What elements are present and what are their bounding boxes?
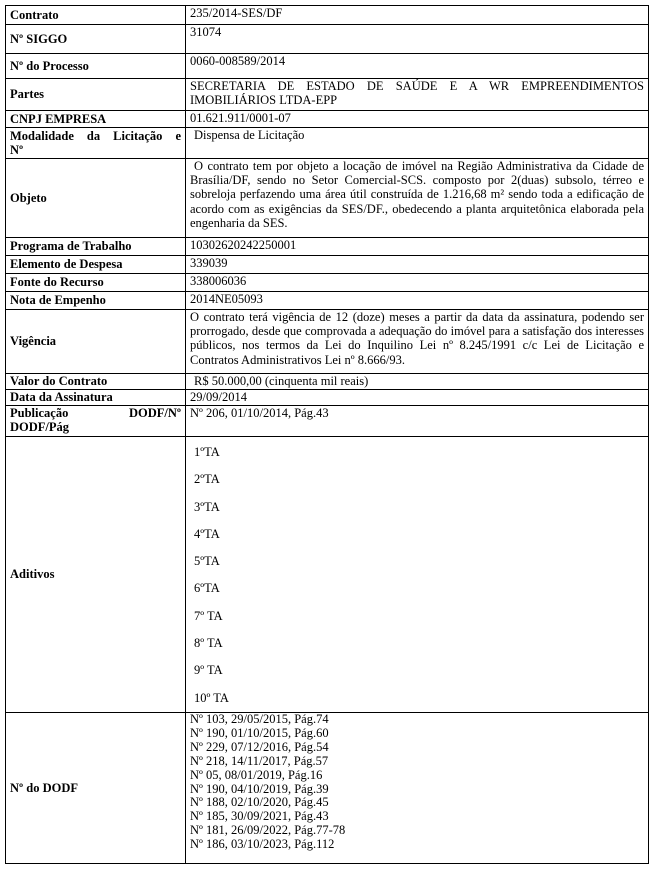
aditivo-item: 9º TA bbox=[194, 663, 223, 678]
label-modalidade-line1: Modalidade da Licitação e bbox=[10, 128, 181, 143]
label-partes: Partes bbox=[6, 79, 186, 111]
aditivo-item: 2ºTA bbox=[194, 472, 220, 487]
row-contrato bbox=[6, 6, 649, 25]
label-dodf: Nº do DODF bbox=[6, 712, 186, 863]
contract-summary-document bbox=[5, 5, 649, 864]
dodf-item: Nº 190, 04/10/2019, Pág.39 bbox=[190, 781, 329, 796]
value-modalidade: Dispensa de Licitação bbox=[186, 128, 649, 159]
row-programa bbox=[6, 238, 649, 256]
row-vigencia bbox=[6, 310, 649, 374]
value-cnpj: 01.621.911/0001-07 bbox=[186, 111, 649, 128]
dodf-item: Nº 185, 30/09/2021, Pág.43 bbox=[190, 809, 329, 824]
aditivo-item: 5ºTA bbox=[194, 554, 220, 569]
dodf-list bbox=[186, 712, 649, 863]
label-elemento: Elemento de Despesa bbox=[6, 256, 186, 274]
label-aditivos: Aditivos bbox=[6, 437, 186, 713]
row-fonte bbox=[6, 274, 649, 292]
label-publicacao-line1: Publicação DODF/Nº bbox=[10, 406, 181, 420]
value-processo: 0060-008589/2014 bbox=[186, 54, 649, 79]
value-partes: SECRETARIA DE ESTADO DE SAÚDE E A WR EMPREENDIMENTOS IMOBILIÁRIOS LTDA-EPP bbox=[186, 79, 649, 111]
aditivo-item: 4ºTA bbox=[194, 526, 220, 541]
dodf-item: Nº 103, 29/05/2015, Pág.74 bbox=[190, 712, 329, 726]
label-empenho: Nota de Empenho bbox=[6, 292, 186, 310]
value-assinatura: 29/09/2014 bbox=[186, 390, 649, 406]
label-modalidade bbox=[6, 128, 186, 159]
label-siggo: Nº SIGGO bbox=[6, 25, 186, 54]
row-objeto bbox=[6, 159, 649, 238]
aditivo-item: 6ºTA bbox=[194, 581, 220, 596]
aditivo-item: 7º TA bbox=[194, 608, 223, 623]
dodf-item: Nº 229, 07/12/2016, Pág.54 bbox=[190, 739, 329, 754]
label-valor: Valor do Contrato bbox=[6, 374, 186, 390]
row-empenho bbox=[6, 292, 649, 310]
value-valor: R$ 50.000,00 (cinquenta mil reais) bbox=[186, 374, 649, 390]
row-assinatura bbox=[6, 390, 649, 406]
label-publicacao bbox=[6, 406, 186, 437]
label-assinatura: Data da Assinatura bbox=[6, 390, 186, 406]
value-vigencia: O contrato terá vigência de 12 (doze) meses a partir da data da assinatura, podendo ser prorrogado, desde que comprovada a adequação do imóvel para a satisfação dos interesses públicos, nos termos da Lei do Inquilino Lei nº 8.245/1991 c/c Lei de Licitação e Contratos Administrativos Lei nº 8.666/93. bbox=[186, 310, 649, 374]
value-elemento: 339039 bbox=[186, 256, 649, 274]
dodf-item: Nº 190, 01/10/2015, Pág.60 bbox=[190, 725, 329, 740]
row-aditivos bbox=[6, 437, 649, 713]
label-objeto: Objeto bbox=[6, 159, 186, 238]
dodf-item: Nº 218, 14/11/2017, Pág.57 bbox=[190, 753, 329, 768]
dodf-item: Nº 05, 08/01/2019, Pág.16 bbox=[190, 767, 323, 782]
value-fonte: 338006036 bbox=[186, 274, 649, 292]
value-publicacao: Nº 206, 01/10/2014, Pág.43 bbox=[186, 406, 649, 437]
dodf-item: Nº 181, 26/09/2022, Pág.77-78 bbox=[190, 823, 346, 838]
row-publicacao bbox=[6, 406, 649, 437]
row-modalidade bbox=[6, 128, 649, 159]
value-siggo: 31074 bbox=[186, 25, 649, 54]
label-vigencia: Vigência bbox=[6, 310, 186, 374]
value-empenho: 2014NE05093 bbox=[186, 292, 649, 310]
row-partes bbox=[6, 79, 649, 111]
label-processo: Nº do Processo bbox=[6, 54, 186, 79]
label-modalidade-line2: Nº bbox=[10, 143, 24, 157]
label-programa: Programa de Trabalho bbox=[6, 238, 186, 256]
row-cnpj bbox=[6, 111, 649, 128]
row-siggo bbox=[6, 25, 649, 54]
dodf-item: Nº 188, 02/10/2020, Pág.45 bbox=[190, 795, 329, 810]
row-elemento bbox=[6, 256, 649, 274]
label-fonte: Fonte do Recurso bbox=[6, 274, 186, 292]
label-contrato: Contrato bbox=[6, 6, 186, 25]
row-processo bbox=[6, 54, 649, 79]
aditivo-item: 10º TA bbox=[194, 690, 229, 705]
label-publicacao-line2: DODF/Pág bbox=[10, 420, 70, 435]
row-dodf bbox=[6, 712, 649, 863]
aditivo-item: 3ºTA bbox=[194, 499, 220, 514]
value-programa: 10302620242250001 bbox=[186, 238, 649, 256]
aditivo-item: 1ºTA bbox=[194, 445, 220, 459]
row-valor bbox=[6, 374, 649, 390]
label-cnpj: CNPJ EMPRESA bbox=[6, 111, 186, 128]
dodf-item: Nº 186, 03/10/2023, Pág.112 bbox=[190, 837, 335, 852]
value-contrato: 235/2014-SES/DF bbox=[186, 6, 649, 25]
aditivo-item: 8º TA bbox=[194, 636, 223, 651]
contract-table bbox=[5, 5, 649, 864]
aditivos-list bbox=[186, 437, 649, 713]
value-objeto: O contrato tem por objeto a locação de imóvel na Região Administrativa da Cidade de Brasília/DF, sendo no Setor Comercial-SCS. composto por 2(duas) subsolo, térreo e sobreloja perfazendo uma área útil construída de 1.216,68 m² sendo toda a edificação de acordo com as exigências da SES/DF., obedecendo a planta arquitetônica elaborada pela engenharia da SES. bbox=[186, 159, 649, 238]
